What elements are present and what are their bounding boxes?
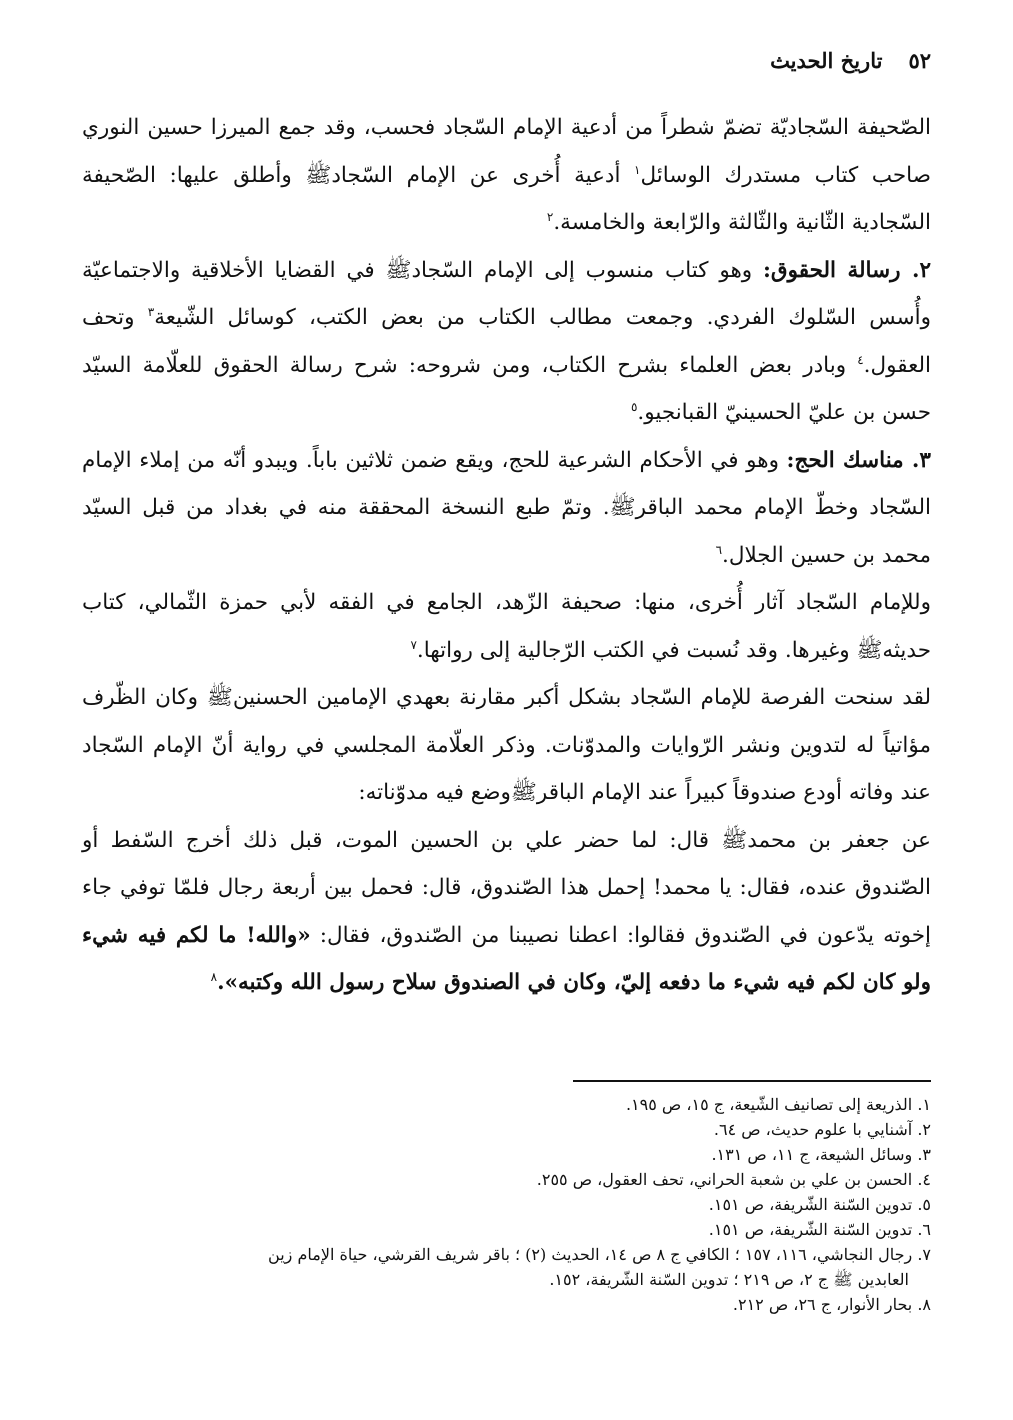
- footnote-item: ٥. تدوين السّنة الشّريفة، ص ١٥١.: [708, 1195, 931, 1214]
- honorific-symbol: ﷺ: [305, 162, 332, 188]
- footnote-item: ١. الذريعة إلى تصانيف الشّيعة، ج ١٥، ص ١٩٥.: [625, 1095, 931, 1114]
- footnote-item: ٦. تدوين السّنة الشّريفة، ص ١٥١.: [708, 1220, 931, 1239]
- footnote-ref[interactable]: ٢: [546, 209, 554, 224]
- text-segment: وكان الظّرف مؤاتياً له لتدوين ونشر الرّوايات والمدوّنات. وذكر العلّامة المجلسي في رواية أنّ الإمام السّجاد عند وفاته أودع صندوقاً كبيراً عند الإمام الباقر: [82, 685, 931, 805]
- text-segment: في القضايا الأخلاقية والاجتماعيّة وأُسس السّلوك الفردي. وجمعت مطالب الكتاب من بعض الكتب، كوسائل الشّيعة: [82, 257, 931, 330]
- honorific-symbol: ﷺ: [206, 685, 233, 710]
- main-text: [82, 104, 931, 1007]
- text-segment: قال: لما حضر علي بن الحسين الموت، قبل ذلك أخرج السّفط أو الصّندوق عنده، فقال: يا محمد! إحمل هذا الصّندوق، قال: فحمل بين أربعة رجال فلمّا توفي جاء إخوته يدّعون في الصّندوق فقالوا: اعطنا نصيبنا من الصّندوق، فقال:: [82, 827, 931, 948]
- footnote-ref[interactable]: ٧: [410, 637, 417, 652]
- paragraph-4: [82, 579, 931, 674]
- footnotes: [82, 1092, 931, 1317]
- footnote-item: ٢. آشنايي با علوم حديث، ص ٦٤.: [713, 1120, 931, 1139]
- text-segment: وضع فيه مدوّناته:: [358, 780, 511, 805]
- paragraph-2: [82, 247, 931, 437]
- footnote-ref[interactable]: ٤: [857, 352, 864, 367]
- footnote-divider: [573, 1080, 931, 1082]
- text-segment: وبادر بعض العلماء بشرح الكتاب، ومن شروحه: شرح رسالة الحقوق للعلّامة السيّد حسن بن عليّ الحسينيّ القبانجيو.: [82, 352, 931, 425]
- text-segment: وهو كتاب منسوب إلى الإمام السّجاد: [411, 257, 763, 283]
- text-segment: الصّحيفة السّجاديّة تضمّ شطراً من أدعية الإمام السّجاد فحسب، وقد جمع الميرزا حسين النوري صاحب كتاب مستدرك الوسائل: [82, 115, 931, 188]
- paragraph-3: [82, 437, 931, 580]
- footnote-item: ٨. بحار الأنوار، ج ٢٦، ص ٢١٢.: [732, 1295, 931, 1314]
- footnote-ref[interactable]: ٨: [210, 969, 218, 984]
- honorific-symbol: ﷺ: [510, 780, 537, 805]
- text-segment: وأطلق عليها: الصّحيفة السّجادية الثّانية والثّالثة والرّابعة والخامسة.: [82, 162, 931, 235]
- page-number: ٥٢: [908, 47, 931, 73]
- text-segment: أدعية أُخرى عن الإمام السّجاد: [331, 162, 635, 188]
- running-title: تاريخ الحديث: [770, 47, 883, 73]
- text-segment: وتحف العقول.: [82, 305, 931, 378]
- footnote-ref[interactable]: ١: [634, 162, 641, 177]
- footnote-item: ٣. وسائل الشيعة، ج ١١، ص ١٣١.: [711, 1145, 931, 1164]
- paragraph-1: [82, 104, 931, 247]
- section-heading: ٢. رسالة الحقوق:: [763, 257, 932, 283]
- footnote-item: ٧. رجال النجاشي، ١١٦، ١٥٧ ؛ الكافي ج ٨ ص ١٤، الحديث (٢) ؛ باقر شريف القرشي، حياة الإمام زين: [268, 1245, 931, 1264]
- footnote-item-continuation: العابدين ﷺ ج ٢، ص ٢١٩ ؛ تدوين السّنة الشّريفة، ١٥٢.: [549, 1270, 909, 1289]
- paragraph-6: [82, 817, 931, 1007]
- honorific-symbol: ﷺ: [385, 257, 412, 283]
- paragraph-5: [82, 674, 931, 817]
- text-segment: لقد سنحت الفرصة للإمام السّجاد بشكل أكبر مقارنة بعهدي الإمامين الحسنين: [232, 685, 931, 710]
- text-segment: وللإمام السّجاد آثار أُخرى، منها: صحيفة الزّهد، الجامع في الفقه لأبي حمزة الثّمالي، كتاب حديثه: [82, 590, 931, 663]
- footnote-ref[interactable]: ٣: [147, 304, 155, 319]
- text-segment: وغيرها. وقد نُسبت في الكتب الرّجالية إلى رواتها.: [416, 637, 857, 663]
- text-segment: . وتمّ طبع النسخة المحققة منه في بغداد من قبل السيّد محمد بن حسين الجلال.: [82, 495, 931, 568]
- footnote-ref[interactable]: ٥: [630, 399, 638, 414]
- text-segment: عن جعفر بن محمد: [747, 827, 931, 853]
- footnote-item: ٤. الحسن بن علي بن شعبة الحراني، تحف العقول، ص ٢٥٥.: [536, 1170, 931, 1189]
- footnote-ref[interactable]: ٦: [715, 542, 723, 557]
- honorific-symbol: ﷺ: [856, 637, 883, 663]
- text-segment: وهو في الأحكام الشرعية للحج، ويقع ضمن ثلاثين باباً. ويبدو أنّه من إملاء الإمام السّجاد وخطّ الإمام محمد الباقر: [82, 447, 931, 520]
- running-header: [82, 40, 931, 80]
- honorific-symbol: ﷺ: [721, 827, 748, 853]
- quoted-hadith: «والله! ما لكم فيه شيء ولو كان لكم فيه شيء ما دفعه إليّ، وكان في الصندوق سلاح رسول الله وكتبه».: [82, 922, 931, 995]
- honorific-symbol: ﷺ: [609, 495, 636, 520]
- section-heading: ٣. مناسك الحج:: [786, 447, 931, 473]
